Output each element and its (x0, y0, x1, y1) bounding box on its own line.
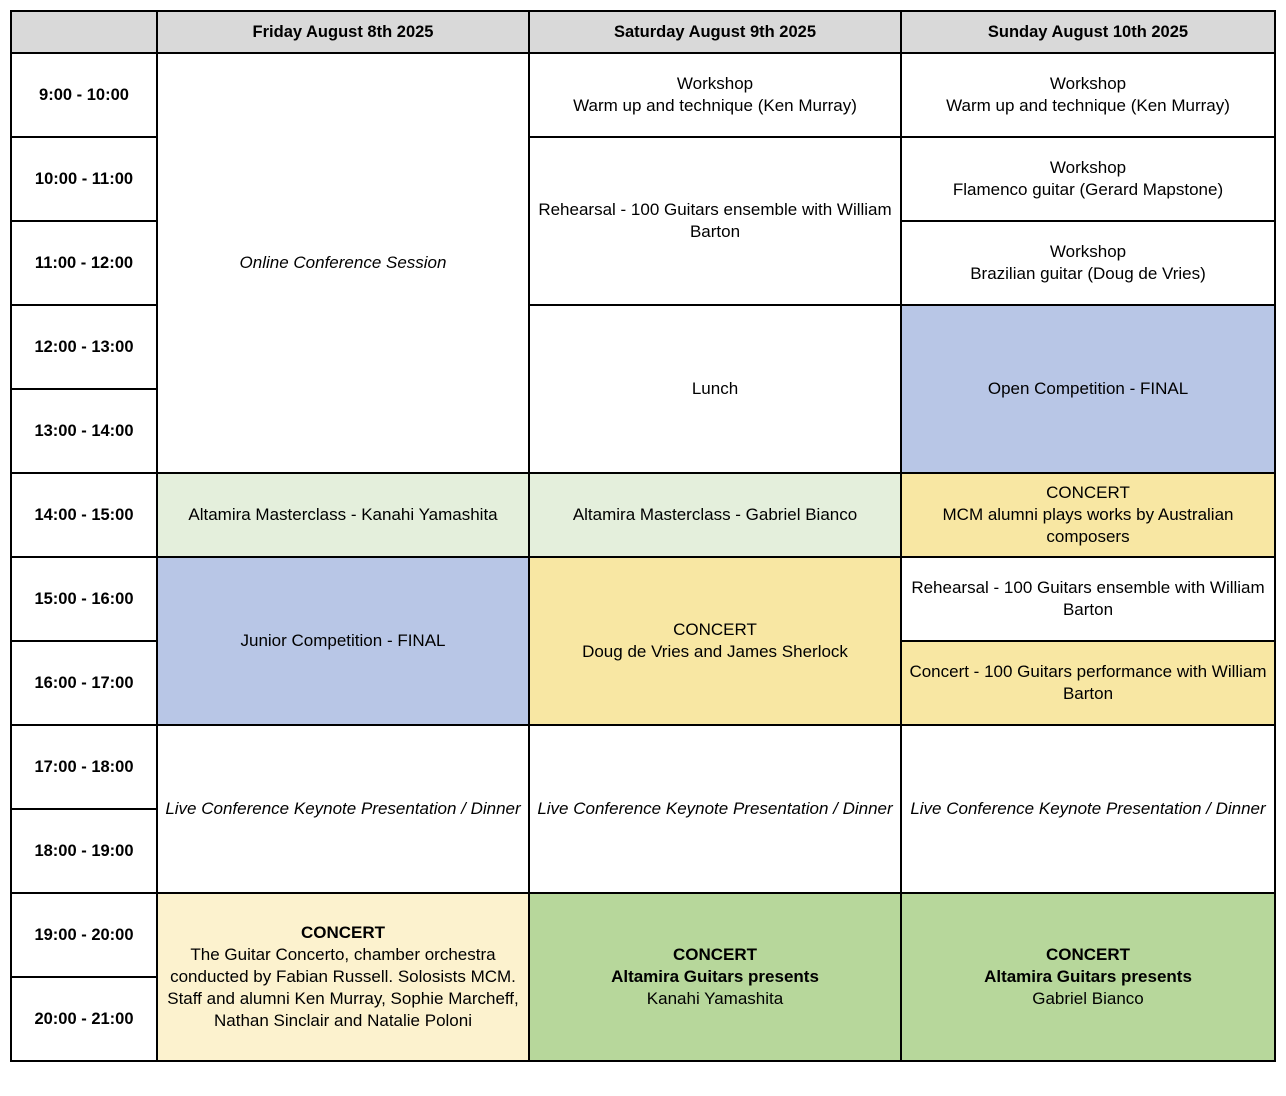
event-title: Workshop (676, 74, 754, 93)
event-presenter: Altamira Guitars presents (984, 967, 1192, 986)
event-detail: Doug de Vries and James Sherlock (582, 642, 848, 661)
time-label: 18:00 - 19:00 (11, 809, 157, 893)
day-header-sunday: Sunday August 10th 2025 (901, 11, 1275, 53)
time-label: 15:00 - 16:00 (11, 557, 157, 641)
time-label: 10:00 - 11:00 (11, 137, 157, 221)
time-label: 9:00 - 10:00 (11, 53, 157, 137)
saturday-lunch: Lunch (529, 305, 901, 473)
saturday-concert (529, 557, 901, 725)
time-label: 20:00 - 21:00 (11, 977, 157, 1061)
saturday-evening-concert (529, 893, 901, 1061)
table-row (11, 473, 1275, 557)
sunday-workshop-flamenco (901, 137, 1275, 221)
sunday-rehearsal: Rehearsal - 100 Guitars ensemble with William Barton (901, 557, 1275, 641)
table-row (11, 53, 1275, 137)
event-detail: Flamenco guitar (Gerard Mapstone) (952, 180, 1224, 199)
event-title: CONCERT (1045, 945, 1131, 964)
event-title: CONCERT (672, 945, 758, 964)
sunday-evening-concert (901, 893, 1275, 1061)
event-title: Workshop (1049, 74, 1127, 93)
saturday-keynote: Live Conference Keynote Presentation / Dinner (529, 725, 901, 893)
saturday-workshop-warmup (529, 53, 901, 137)
event-artist: Kanahi Yamashita (646, 989, 784, 1008)
event-title: CONCERT (673, 620, 757, 639)
time-label: 12:00 - 13:00 (11, 305, 157, 389)
time-label: 16:00 - 17:00 (11, 641, 157, 725)
event-title: CONCERT (1046, 483, 1130, 502)
table-row (11, 725, 1275, 809)
sunday-concert-alumni (901, 473, 1275, 557)
sunday-open-competition-final: Open Competition - FINAL (901, 305, 1275, 473)
table-row (11, 893, 1275, 977)
time-label: 14:00 - 15:00 (11, 473, 157, 557)
saturday-rehearsal: Rehearsal - 100 Guitars ensemble with William Barton (529, 137, 901, 305)
friday-keynote: Live Conference Keynote Presentation / Dinner (157, 725, 529, 893)
event-title: Workshop (1049, 242, 1127, 261)
time-label: 13:00 - 14:00 (11, 389, 157, 473)
schedule-table (10, 10, 1276, 1062)
event-artist: Gabriel Bianco (1032, 989, 1144, 1008)
friday-masterclass: Altamira Masterclass - Kanahi Yamashita (157, 473, 529, 557)
friday-concert-guitar-concerto (157, 893, 529, 1061)
sunday-concert-100-guitars: Concert - 100 Guitars performance with William Barton (901, 641, 1275, 725)
friday-junior-competition-final: Junior Competition - FINAL (157, 557, 529, 725)
sunday-workshop-warmup (901, 53, 1275, 137)
day-header-saturday: Saturday August 9th 2025 (529, 11, 901, 53)
event-detail: Brazilian guitar (Doug de Vries) (970, 264, 1206, 283)
saturday-masterclass: Altamira Masterclass - Gabriel Bianco (529, 473, 901, 557)
event-detail: The Guitar Concerto, chamber orchestra conducted by Fabian Russell. Solosists MCM. Staff and alumni Ken Murray, Sophie Marcheff, Nathan Sinclair and Natalie Poloni (167, 945, 519, 1030)
time-label: 17:00 - 18:00 (11, 725, 157, 809)
friday-online-session: Online Conference Session (157, 53, 529, 473)
header-row (11, 11, 1275, 53)
event-title: CONCERT (300, 923, 386, 942)
sunday-keynote: Live Conference Keynote Presentation / Dinner (901, 725, 1275, 893)
table-row (11, 557, 1275, 641)
day-header-friday: Friday August 8th 2025 (157, 11, 529, 53)
time-label: 19:00 - 20:00 (11, 893, 157, 977)
event-detail: Warm up and technique (Ken Murray) (573, 96, 857, 115)
time-label: 11:00 - 12:00 (11, 221, 157, 305)
sunday-workshop-brazilian (901, 221, 1275, 305)
event-title: Workshop (1049, 158, 1127, 177)
event-detail: MCM alumni plays works by Australian composers (942, 505, 1234, 546)
corner-cell (11, 11, 157, 53)
event-detail: Warm up and technique (Ken Murray) (946, 96, 1230, 115)
event-presenter: Altamira Guitars presents (611, 967, 819, 986)
